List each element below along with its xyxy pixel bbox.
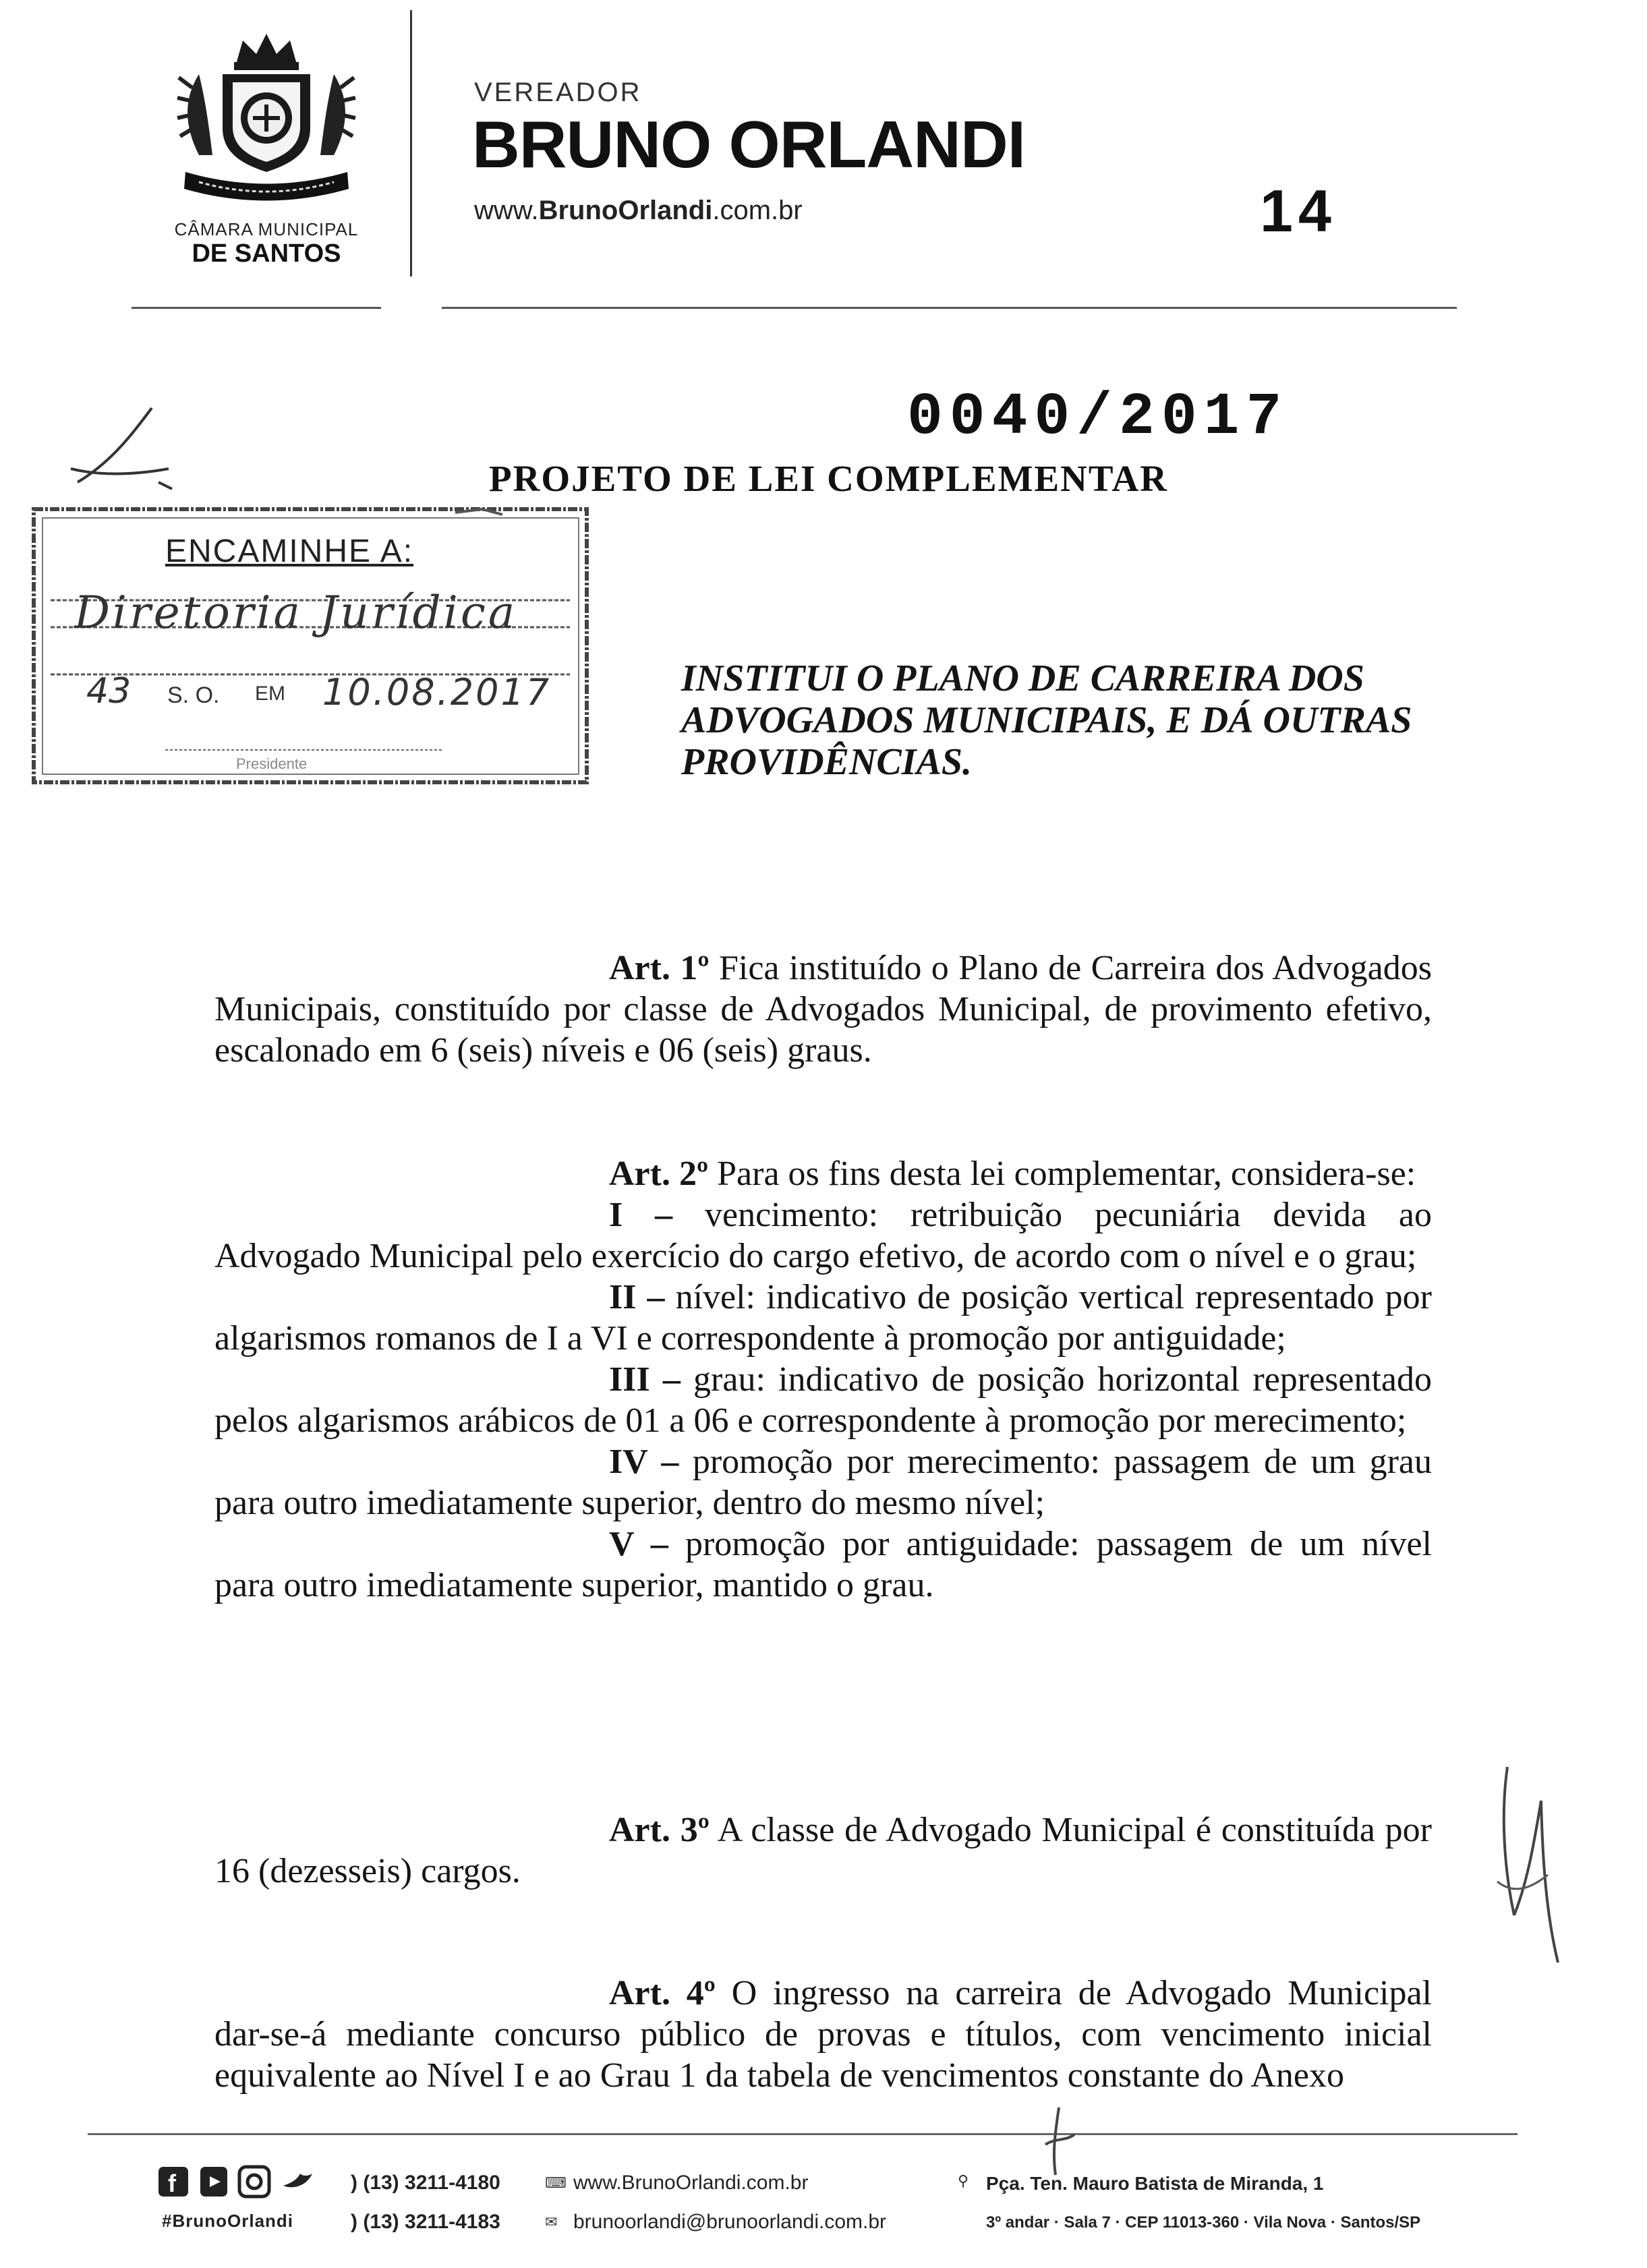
stamp-date-handwritten: 10.08.2017 <box>322 671 552 714</box>
footer-phone-1: ) (13) 3211-4180 <box>351 2172 500 2194</box>
stamp-title: ENCAMINHE A: <box>165 533 414 569</box>
stamp-department-handwritten: Diretoria Jurídica <box>74 587 518 639</box>
article-3 <box>214 1809 1432 1892</box>
header-rule-right <box>442 307 1457 309</box>
footer-website[interactable]: www.BrunoOrlandi.com.br <box>573 2172 809 2194</box>
article-2-item: II – nível: indicativo de posição vertical representado por algarismos romanos de I a VI e correspondente à promoção por antiguidade; <box>214 1278 1432 1358</box>
stamp-em-label: EM <box>255 682 285 705</box>
footer-hashtag: #BrunoOrlandi <box>162 2211 294 2231</box>
stamp-signature-label: Presidente <box>236 755 308 772</box>
role-label: VEREADOR <box>474 78 642 107</box>
article-2-item: I – vencimento: retribuição pecuniária devida ao Advogado Municipal pelo exercício do cargo efetivo, de acordo com o nível e o grau; <box>214 1196 1432 1275</box>
article-2-text: Para os fins desta lei complementar, considera-se: <box>717 1155 1416 1193</box>
instagram-icon <box>239 2167 269 2197</box>
footer-rule <box>88 2133 1518 2135</box>
article-3-label: Art. 3º <box>609 1811 710 1849</box>
header-website[interactable]: www.BrunoOrlandi.com.br <box>474 196 803 225</box>
councillor-name: BRUNO ORLANDI <box>472 107 1025 181</box>
article-4-label: Art. 4º <box>609 1974 716 2012</box>
handwritten-initials <box>1494 1760 1568 1983</box>
footer-phone-2: ) (13) 3211-4183 <box>351 2211 500 2233</box>
article-1 <box>214 948 1432 1071</box>
email-icon: ✉ <box>545 2214 558 2231</box>
chamber-name-line1: CÂMARA MUNICIPAL <box>174 219 359 239</box>
article-4-text: O ingresso na carreira de Advogado Municipal dar-se-á mediante concurso público de provas e títulos, com vencimento inicial equivalente ao Nível I e ao Grau 1 da tabela de vencimentos constante do Anexo <box>214 1974 1432 2095</box>
stamp-code-handwritten: 43 <box>86 671 132 711</box>
footer-address-line1: Pça. Ten. Mauro Batista de Miranda, 1 <box>986 2173 1324 2194</box>
article-2-item: III – grau: indicativo de posição horizontal representado pelos algarismos arábicos de 01 a 06 e correspondente à promoção por merecimento; <box>214 1360 1433 1440</box>
document-type-title: PROJETO DE LEI COMPLEMENTAR <box>489 458 1168 499</box>
header-rule-left <box>132 307 381 309</box>
article-2-label: Art. 2º <box>609 1155 709 1193</box>
header-divider <box>410 10 412 277</box>
page-number: 14 <box>1260 177 1337 244</box>
city-crest-logo <box>172 27 361 202</box>
article-3-text: A classe de Advogado Municipal é constituída por 16 (dezesseis) cargos. <box>214 1811 1432 1890</box>
stamp-session-label: S. O. <box>167 682 220 708</box>
protocol-number: 0040/2017 <box>907 384 1289 451</box>
social-icons <box>158 2161 327 2202</box>
footer-address-line2: 3º andar · Sala 7 · CEP 11013-360 · Vila Nova · Santos/SP <box>986 2213 1421 2232</box>
article-4 <box>214 1973 1432 2096</box>
article-1-text: Fica instituído o Plano de Carreira dos Advogados Municipais, constituído por classe de Advogados Municipal, de provimento efetivo, escalonado em 6 (seis) níveis e 06 (seis) graus. <box>214 949 1432 1070</box>
article-2 <box>214 1153 1432 1606</box>
svg-text:f: f <box>168 2170 176 2197</box>
chamber-name-line2: DE SANTOS <box>192 239 341 268</box>
handwritten-mark <box>51 401 185 502</box>
article-1-label: Art. 1º <box>609 949 710 987</box>
location-pin-icon: ⚲ <box>958 2173 969 2190</box>
footer-email[interactable]: brunoorlandi@brunoorlandi.com.br <box>573 2211 887 2233</box>
handwritten-initial-bottom <box>1035 2104 1082 2178</box>
ementa: INSTITUI O PLANO DE CARREIRA DOS ADVOGADOS MUNICIPAIS, E DÁ OUTRAS PROVIDÊNCIAS. <box>681 658 1412 783</box>
article-2-item: V – promoção por antiguidade: passagem de um nível para outro imediatamente superior, mantido o grau. <box>214 1525 1432 1604</box>
twitter-icon <box>283 2174 312 2187</box>
monitor-icon: ⌨ <box>545 2175 567 2192</box>
article-2-item: IV – promoção por merecimento: passagem de um grau para outro imediatamente superior, dentro do mesmo nível; <box>214 1443 1432 1522</box>
